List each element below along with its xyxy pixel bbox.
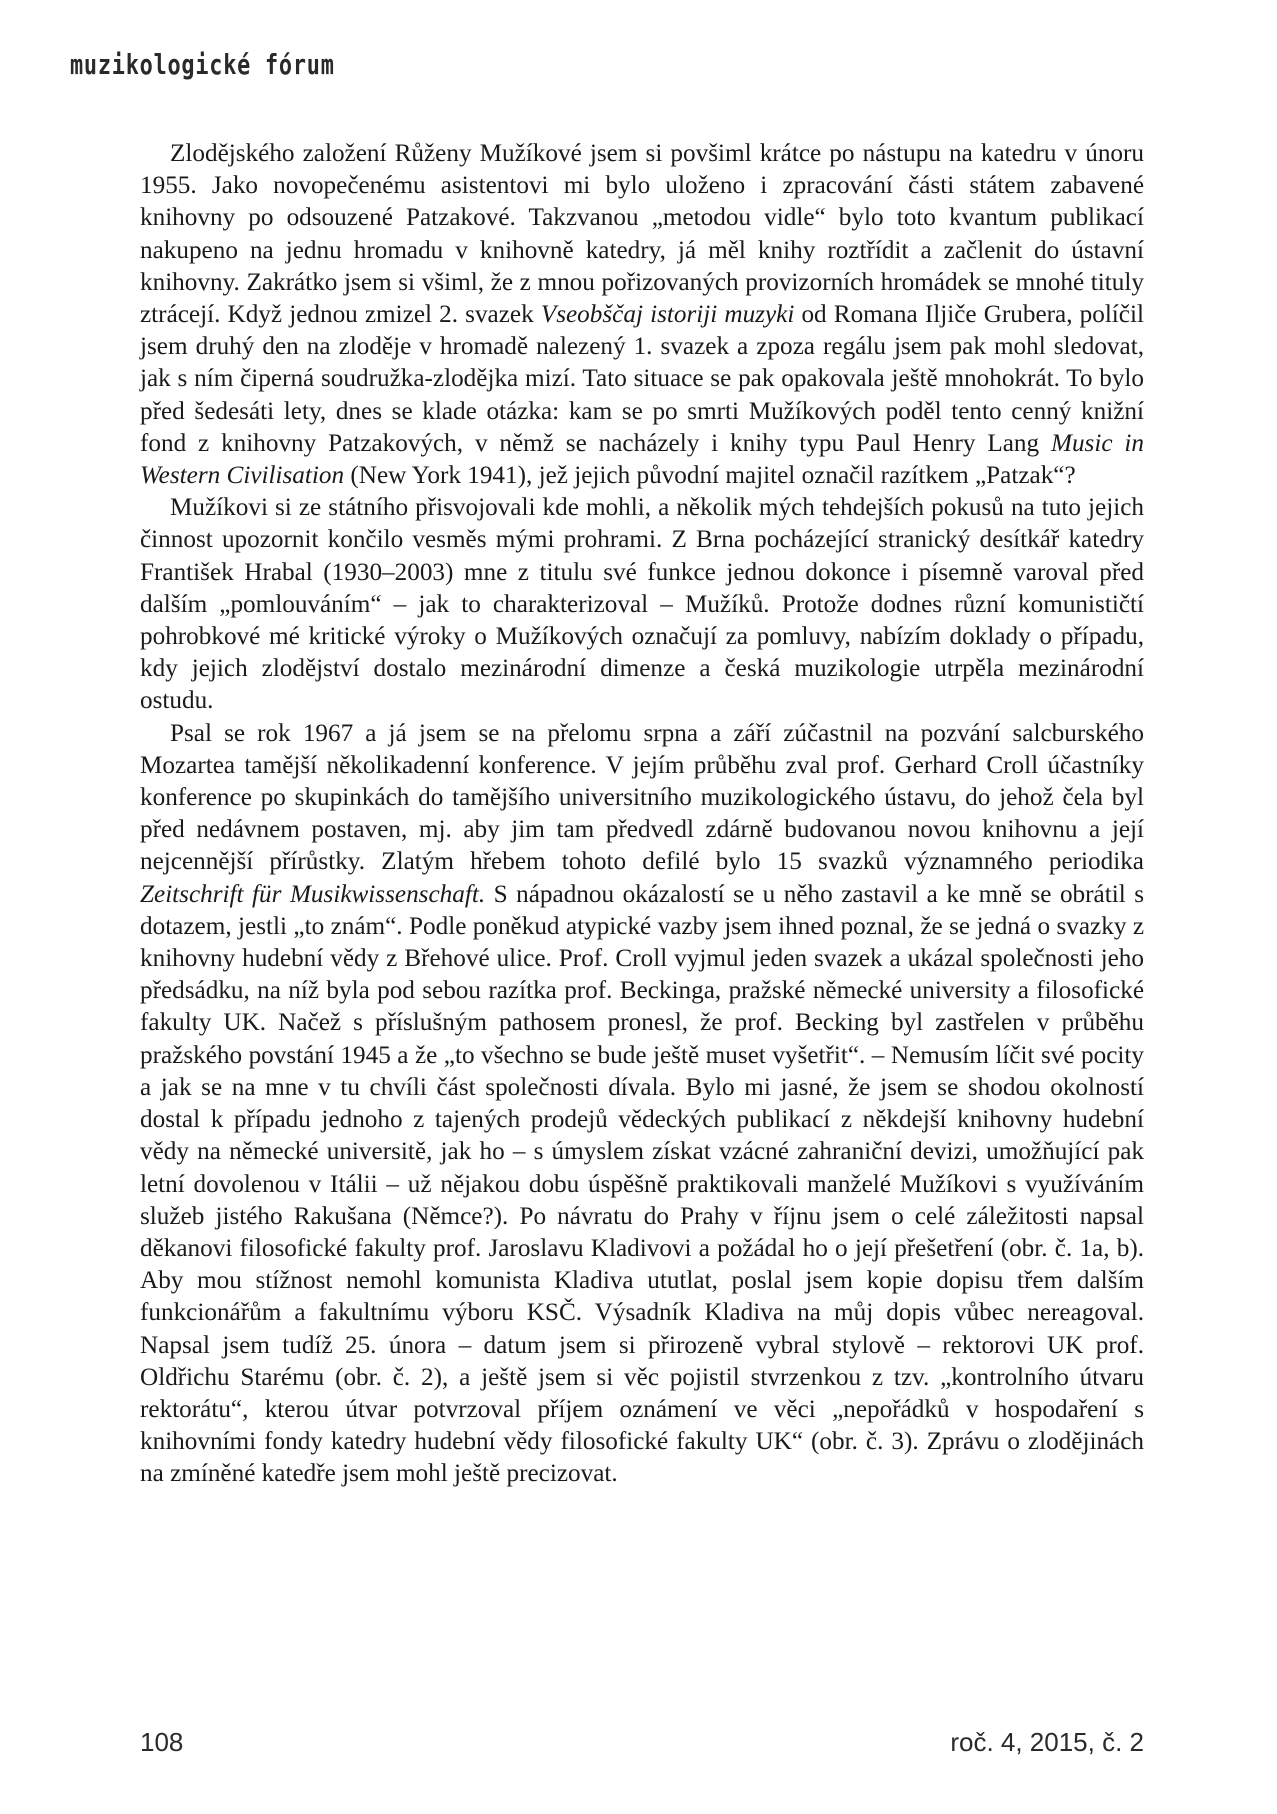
- text-run: Mužíkovi si ze státního přisvojovali kde mohli, a několik mých tehdejších pokusů na tuto jejich činnost upozornit končilo vesměs mými prohrami. Z Brna pocházející stranický desítkář katedry František Hrabal (1930–2003) mne z titulu své funkce jednou dokonce i písemně varoval před dalším „pomlouváním“ – jak to charakterizoval – Mužíků. Protože dodnes různí komunističtí pohrobkové mé kritické výroky o Mužíkových označují za pomluvy, nabízím doklady o případu, kdy jejich zlodějství dostalo mezinárodní dimenze a česká muzikologie utrpěla mezinárodní ostudu.: [140, 494, 1144, 715]
- journal-running-head: muzikologické fórum: [70, 48, 335, 81]
- book-title-italic: Vseobščaj istoriji muzyki: [540, 301, 795, 329]
- page-number: 108: [140, 1727, 184, 1757]
- text-run: Zlodějského založení Růženy Mužíkové jsem si povšiml krátce po nástupu na katedru v únoru 1955. Jako novopečenému asistentovi mi bylo uloženo i zpracování části státem zabavené knihovny po odsouzené Patzakové. Takzvanou „metodou vidle“ bylo toto kvantum publikací nakupeno na jednu hromadu v knihovně katedry, já měl knihy roztřídit a začlenit do ústavní knihovny. Zakrátko jsem si všiml, že z mnou pořizovaných provizorních hromádek se mnohé tituly ztrácejí. Když jednou zmizel 2. svazek: [140, 140, 1144, 329]
- text-run: od Romana Iljiče Grubera, políčil jsem druhý den na zloděje v hromadě nalezený 1. svazek a zpoza regálu jsem pak mohl sledovat, jak s ním čiperná soudružka-zlodějka mizí. Tato situace se pak opakovala ještě mnohokrát. To bylo před šedesáti lety, dnes se klade otázka: kam se po smrti Mužíkových poděl tento cenný knižní fond z knihovny Patzakových, v němž se nacházely i knihy typu Paul Henry Lang: [140, 301, 1144, 457]
- issue-info: roč. 4, 2015, č. 2: [950, 1727, 1144, 1757]
- paragraph: [140, 138, 1144, 492]
- periodical-title-italic: Zeitschrift für Musikwissenschaft.: [140, 880, 486, 908]
- article-body: [140, 138, 1144, 1491]
- paragraph: [140, 492, 1144, 717]
- paragraph: [140, 718, 1144, 1491]
- text-run: Psal se rok 1967 a já jsem se na přelomu srpna a září zúčastnil na pozvání salcburského Mozartea tamější několikadenní konference. V jejím průběhu zval prof. Gerhard Croll účastníky konference po skupinkách do tamějšího universitního muzikologického ústavu, do jehož čela byl před nedávnem postaven, mj. aby jim tam předvedl zdárně budovanou novou knihovnu a její nejcennější přírůstky. Zlatým hřebem tohoto defilé bylo 15 svazků významného periodika: [140, 719, 1144, 876]
- text-run: S nápadnou okázalostí se u něho zastavil a ke mně se obrátil s dotazem, jestli „to znám“. Podle poněkud atypické vazby jsem ihned poznal, že se jedná o svazky z knihovny hudební vědy z Břehové ulice. Prof. Croll vyjmul jeden svazek a ukázal společnosti jeho předsádku, na níž byla pod sebou razítka prof. Beckinga, pražské německé university a filosofické fakulty UK. Načež s příslušným pathosem pronesl, že prof. Becking byl zastřelen v průběhu pražského povstání 1945 a že „to všechno se bude ještě muset vyšetřit“. – Nemusím líčit své pocity a jak se na mne v tu chvíli část společnosti dívala. Bylo mi jasné, že jsem se shodou okolností dostal k případu jednoho z tajených prodejů vědeckých publikací z někdejší knihovny hudební vědy na německé universitě, jak ho – s úmyslem získat vzácné zahraniční devizi, umožňující pak letní dovolenou v Itálii – už nějakou dobu úspěšně praktikovali manželé Mužíkovi s využíváním služeb jistého Rakušana (Němce?). Po návratu do Prahy v říjnu jsem o celé záležitosti napsal děkanovi filosofické fakulty prof. Jaroslavu Kladivovi a požádal ho o její přešetření (obr. č. 1a, b). Aby mou stížnost nemohl komunista Kladiva ututlat, poslal jsem kopie dopisu třem dalším funkcionářům a fakultnímu výboru KSČ. Výsadník Kladiva na můj dopis vůbec nereagoval. Napsal jsem tudíž 25. února – datum jsem si přirozeně vybral stylově – rektorovi UK prof. Oldřichu Starému (obr. č. 2), a ještě jsem si věc pojistil stvrzenkou z tzv. „kontrolního útvaru rektorátu“, kterou útvar potvrzoval příjem oznámení ve věci „nepořádků v hospodaření s knihovními fondy katedry hudební vědy filosofické fakulty UK“ (obr. č. 3). Zprávu o zlodějinách na zmíněné katedře jsem mohl ještě precizovat.: [140, 880, 1144, 1488]
- book-title-italic: Music in Western Civilisation: [140, 429, 1144, 490]
- text-run: (New York 1941), jež jejich původní majitel označil razítkem „Patzak“?: [344, 462, 1076, 490]
